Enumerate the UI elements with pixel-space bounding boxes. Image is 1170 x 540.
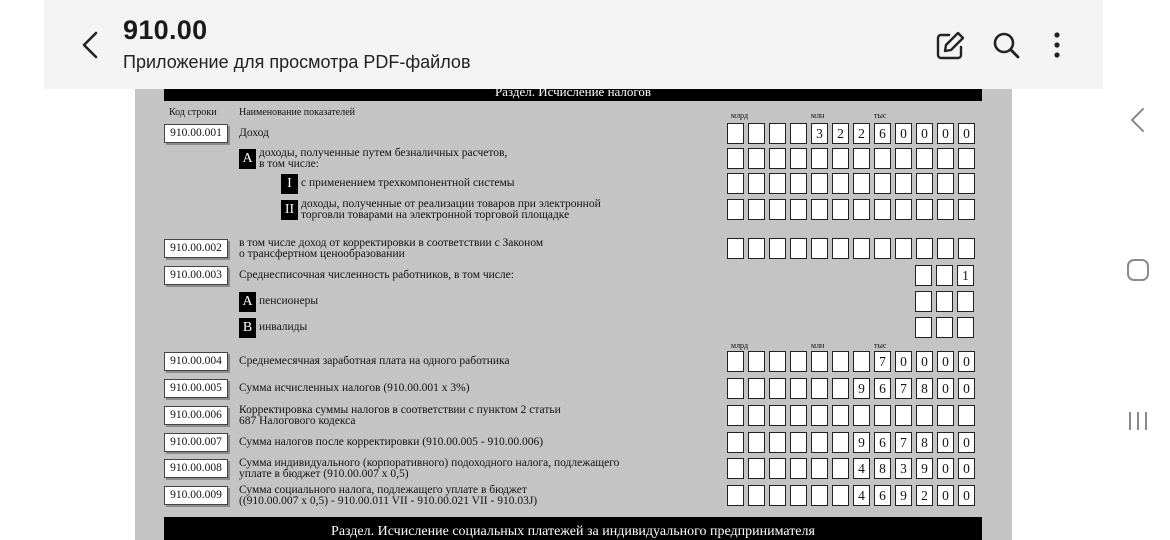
digit-cell[interactable] [811,458,828,479]
row-income-cashless-badge: A [239,149,256,169]
section-header-social: Раздел. Исчисление социальных платежей за индивидуального предпринимателя [164,517,982,540]
digit-cell[interactable] [874,238,891,259]
digit-cell[interactable] [937,173,954,194]
unit-caption-million: млн [811,111,825,120]
digit-cell[interactable] [790,432,807,453]
row-e-commerce-digits [727,199,975,220]
row-income-cashless-label [259,148,507,170]
digit-cell[interactable] [769,458,786,479]
digit-cell[interactable] [937,199,954,220]
digit-cell[interactable] [790,485,807,506]
digit-cell[interactable] [811,173,828,194]
label-line: пенсионеры [259,295,319,307]
nav-home-icon[interactable] [1125,257,1151,283]
row-income-tax-label [239,458,619,480]
digit-cell[interactable] [727,485,744,506]
label-line: в том числе: [259,158,319,170]
digit-cell[interactable] [727,238,744,259]
label-line: доходы, полученные от реализации товаров при электронной [301,198,601,210]
digit-cell[interactable] [790,123,807,144]
digit-cell[interactable] [790,148,807,169]
label-line: Сумма налогов после корректировки (910.00.005 - 910.00.006) [239,436,544,448]
digit-cell[interactable] [811,351,828,372]
digit-cell[interactable]: 0 [937,485,954,506]
digit-cell[interactable] [790,238,807,259]
label-line: с применением трехкомпонентной системы [301,177,515,189]
row-transfer-pricing-code: 910.00.002 [164,239,228,258]
digit-cell[interactable] [727,123,744,144]
label-line: ((910.00.007 x 0,5) - 910.00.011 VII - 910.00.021 VII - 910.03J) [239,495,538,507]
row-tax-after-correction-code: 910.00.007 [164,433,228,452]
label-line: Сумма исчисленных налогов (910.00.001 x 3%) [239,382,470,394]
digit-cell[interactable]: 9 [853,432,870,453]
row-tax-after-correction-digits [727,432,975,453]
digit-cell[interactable] [790,458,807,479]
digit-cell[interactable] [937,405,954,426]
digit-cell[interactable] [769,405,786,426]
digit-cell[interactable] [727,351,744,372]
digit-cell[interactable] [936,265,953,286]
row-tax-correction-code: 910.00.006 [164,406,228,425]
digit-cell[interactable] [769,378,786,399]
row-three-component-digits [727,173,975,194]
row-income-label [239,128,269,139]
digit-cell[interactable] [895,173,912,194]
row-disabled-badge: B [239,318,256,338]
row-tax-calculated-label [239,383,470,394]
digit-cell[interactable] [915,265,932,286]
digit-cell[interactable] [937,148,954,169]
label-line: доходы, полученные путем безналичных расчетов, [259,147,508,159]
digit-cell[interactable] [790,378,807,399]
digit-cell[interactable]: 0 [937,123,954,144]
row-disabled-label [259,322,307,333]
digit-cell[interactable] [811,432,828,453]
unit-caption-thousand: тыс [874,111,887,120]
row-headcount-code: 910.00.003 [164,266,228,285]
digit-cell[interactable] [748,199,765,220]
digit-cell[interactable]: 3 [811,123,828,144]
digit-cell[interactable] [874,405,891,426]
digit-cell[interactable] [727,199,744,220]
digit-cell[interactable]: 0 [958,485,975,506]
digit-cell[interactable]: 0 [916,351,933,372]
row-tax-after-correction-label [239,437,543,448]
digit-cell[interactable] [915,317,932,338]
digit-cell[interactable]: 9 [916,458,933,479]
row-avg-salary-label [239,356,510,367]
edit-icon[interactable] [934,28,966,62]
row-avg-salary-code: 910.00.004 [164,352,228,371]
label-line: Среднемесячная заработная плата на одного работника [239,355,510,367]
digit-cell[interactable] [853,199,870,220]
digit-cell[interactable] [832,458,849,479]
digit-cell[interactable]: 0 [958,432,975,453]
digit-cell[interactable] [748,238,765,259]
digit-cell[interactable]: 6 [874,485,891,506]
digit-cell[interactable] [853,173,870,194]
label-line: уплате в бюджет (910.00.007 x 0,5) [239,468,409,480]
digit-cell[interactable] [853,238,870,259]
digit-cell[interactable] [895,238,912,259]
digit-cell[interactable] [832,432,849,453]
digit-cell[interactable] [769,173,786,194]
row-tax-calculated-code: 910.00.005 [164,379,228,398]
digit-cell[interactable] [915,291,932,312]
label-line: торговли товарами на электронной торговой площадке [301,209,570,221]
label-line: Среднесписочная численность работников, в том числе: [239,269,514,281]
digit-cell[interactable] [790,173,807,194]
row-transfer-pricing-label [239,238,543,260]
digit-cell[interactable] [832,199,849,220]
digit-cell[interactable] [832,173,849,194]
digit-cell[interactable] [811,238,828,259]
digit-cell[interactable] [811,378,828,399]
digit-cell[interactable] [936,291,953,312]
digit-cell[interactable] [874,148,891,169]
digit-cell[interactable] [727,173,744,194]
label-line: в том числе доход от корректировки в соответствии с Законом [239,237,544,249]
digit-cell[interactable] [769,485,786,506]
label-line: Сумма социального налога, подлежащего уплате в бюджет [239,484,527,496]
digit-cell[interactable] [936,317,953,338]
row-income-digits [727,123,975,144]
digit-cell[interactable] [727,405,744,426]
row-tax-correction-label [239,405,561,427]
digit-cell[interactable]: 7 [895,432,912,453]
digit-cell[interactable] [916,238,933,259]
digit-cell[interactable] [958,199,975,220]
back-arrow-icon[interactable] [76,28,106,62]
row-e-commerce-badge: II [281,200,298,220]
digit-cell[interactable] [790,351,807,372]
digit-cell[interactable] [811,485,828,506]
digit-cell[interactable]: 0 [937,351,954,372]
row-social-tax-label [239,485,537,507]
digit-cell[interactable]: 0 [937,432,954,453]
digit-cell[interactable] [874,199,891,220]
digit-cell[interactable]: 0 [937,378,954,399]
digit-cell[interactable] [748,432,765,453]
nav-recents-icon[interactable] [1126,409,1150,433]
digit-cell[interactable] [748,458,765,479]
row-tax-calculated-digits [727,378,975,399]
row-three-component-label [301,178,514,189]
digit-cell[interactable] [769,199,786,220]
row-headcount-digits [915,265,974,286]
more-vert-icon[interactable] [1042,28,1074,62]
digit-cell[interactable] [769,432,786,453]
digit-cell[interactable]: 2 [916,485,933,506]
digit-cell[interactable]: 2 [853,123,870,144]
digit-cell[interactable] [832,351,849,372]
digit-cell[interactable]: 0 [958,123,975,144]
digit-cell[interactable] [811,148,828,169]
digit-cell[interactable] [727,378,744,399]
digit-cell[interactable]: 0 [895,123,912,144]
digit-cell[interactable] [957,317,974,338]
label-line: Доход [239,127,269,139]
digit-cell[interactable]: 0 [958,458,975,479]
digit-cell[interactable]: 0 [958,351,975,372]
digit-cell[interactable] [748,173,765,194]
digit-cell[interactable]: 4 [853,485,870,506]
label-line: инвалиды [259,321,308,333]
unit-caption-billion: млрд [731,341,749,350]
digit-cell[interactable] [916,199,933,220]
document-title: 910.00 [123,15,208,45]
search-icon[interactable] [990,28,1022,62]
row-social-tax-digits [727,485,975,506]
digit-cell[interactable] [853,351,870,372]
row-income-code: 910.00.001 [164,124,228,143]
row-disabled-digits [915,317,974,338]
digit-cell[interactable] [895,148,912,169]
digit-cell[interactable]: 2 [832,123,849,144]
row-headcount-label [239,270,514,281]
digit-cell[interactable]: 9 [853,378,870,399]
digit-cell[interactable] [769,148,786,169]
digit-cell[interactable] [832,485,849,506]
app-subtitle: Приложение для просмотра PDF-файлов [123,52,471,72]
digit-cell[interactable]: 0 [937,458,954,479]
row-tax-correction-digits [727,405,975,426]
digit-cell[interactable] [958,148,975,169]
unit-caption-thousand: тыс [874,341,887,350]
row-pensioners-digits [915,291,974,312]
digit-cell[interactable] [769,238,786,259]
digit-cell[interactable] [727,148,744,169]
digit-cell[interactable] [769,123,786,144]
column-header-code: Код строки [169,107,217,118]
unit-caption-million: млн [811,341,825,350]
digit-cell[interactable] [790,405,807,426]
row-three-component-badge: I [281,174,298,194]
row-pensioners-label [259,296,318,307]
row-income-tax-digits [727,458,975,479]
digit-cell[interactable]: 1 [957,265,974,286]
digit-cell[interactable] [958,238,975,259]
digit-cell[interactable] [853,405,870,426]
digit-cell[interactable]: 8 [874,458,891,479]
section-header-taxes: Раздел. Исчисление налогов [164,89,982,101]
digit-cell[interactable]: 6 [874,378,891,399]
nav-back-icon[interactable] [1127,106,1149,134]
digit-cell[interactable]: 7 [895,378,912,399]
digit-cell[interactable] [832,238,849,259]
pdf-page[interactable] [135,89,1012,540]
digit-cell[interactable] [957,291,974,312]
digit-cell[interactable]: 0 [895,351,912,372]
digit-cell[interactable]: 7 [874,351,891,372]
column-header-name: Наименование показателей [239,107,356,118]
label-line: о трансфертном ценообразовании [239,248,405,260]
row-social-tax-code: 910.00.009 [164,486,228,505]
digit-cell[interactable] [790,199,807,220]
digit-cell[interactable]: 0 [958,378,975,399]
unit-caption-billion: млрд [731,111,749,120]
digit-cell[interactable] [916,173,933,194]
digit-cell[interactable] [916,405,933,426]
digit-cell[interactable] [832,148,849,169]
row-pensioners-badge: A [239,292,256,312]
digit-cell[interactable] [748,405,765,426]
digit-cell[interactable] [958,405,975,426]
digit-cell[interactable] [727,458,744,479]
digit-cell[interactable] [895,405,912,426]
digit-cell[interactable]: 6 [874,123,891,144]
digit-cell[interactable] [748,148,765,169]
row-transfer-pricing-digits [727,238,975,259]
digit-cell[interactable] [916,148,933,169]
digit-cell[interactable] [811,199,828,220]
row-e-commerce-label [301,199,601,221]
digit-cell[interactable]: 9 [895,485,912,506]
digit-cell[interactable] [769,351,786,372]
digit-cell[interactable]: 8 [916,378,933,399]
row-income-tax-code: 910.00.008 [164,459,228,478]
digit-cell[interactable]: 0 [916,123,933,144]
digit-cell[interactable] [748,351,765,372]
digit-cell[interactable] [853,148,870,169]
digit-cell[interactable]: 8 [916,432,933,453]
row-avg-salary-digits [727,351,975,372]
label-line: Сумма индивидуального (корпоративного) подоходного налога, подлежащего [239,457,620,469]
digit-cell[interactable] [748,378,765,399]
label-line: Корректировка суммы налогов в соответствии с пунктом 2 статьи [239,404,561,416]
digit-cell[interactable] [832,378,849,399]
digit-cell[interactable] [811,405,828,426]
digit-cell[interactable]: 6 [874,432,891,453]
digit-cell[interactable] [874,173,891,194]
digit-cell[interactable] [832,405,849,426]
digit-cell[interactable] [748,485,765,506]
digit-cell[interactable]: 3 [895,458,912,479]
digit-cell[interactable] [937,238,954,259]
digit-cell[interactable] [895,199,912,220]
row-income-cashless-digits [727,148,975,169]
digit-cell[interactable] [727,432,744,453]
label-line: 687 Налогового кодекса [239,415,356,427]
digit-cell[interactable] [748,123,765,144]
digit-cell[interactable] [958,173,975,194]
digit-cell[interactable]: 4 [853,458,870,479]
